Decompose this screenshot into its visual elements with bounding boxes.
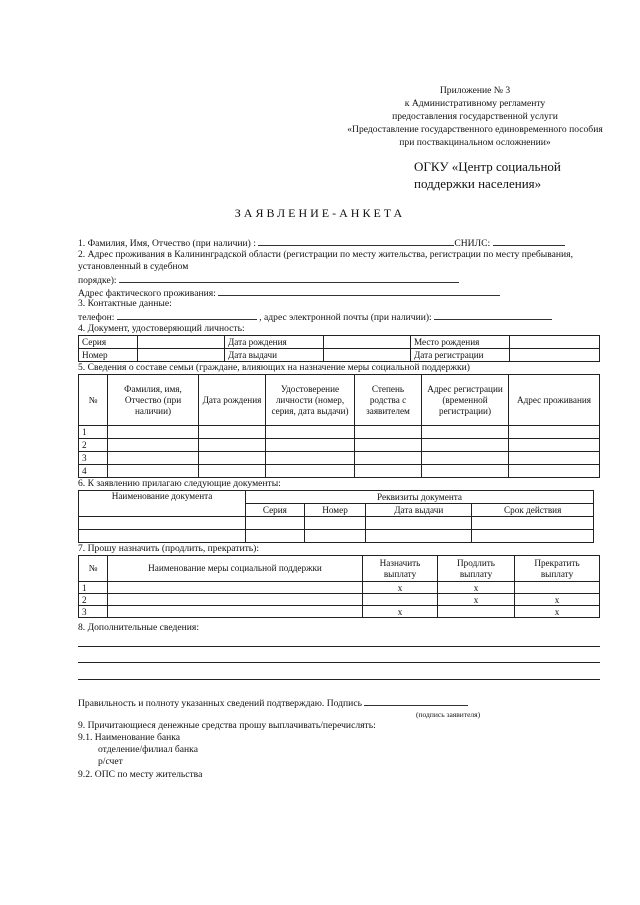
family-cell[interactable] <box>422 465 509 478</box>
measures-cell-name[interactable] <box>108 594 363 606</box>
cell-number-label: Номер <box>79 349 138 362</box>
family-cell[interactable] <box>509 426 600 439</box>
measures-header-extend: Продлить выплату <box>438 556 515 582</box>
appendix-header <box>330 84 620 149</box>
family-header-relation: Степень родства с заявителем <box>355 375 422 426</box>
appendix-line: предоставления государственной услуги <box>392 111 558 122</box>
measures-header-name: Наименование меры социальной поддержки <box>108 556 363 582</box>
docs-header-series: Серия <box>246 504 305 517</box>
address-input[interactable] <box>119 273 459 283</box>
cell-birthplace-label: Место рождения <box>411 336 510 349</box>
email-input[interactable] <box>434 310 552 320</box>
measures-header-assign: Назначить выплату <box>363 556 438 582</box>
payment-label: 9. Причитающиеся денежные средства прошу выплачивать/перечислять: <box>78 720 376 731</box>
docs-cell[interactable] <box>304 530 366 543</box>
family-cell[interactable] <box>199 439 266 452</box>
confirmation-label: Правильность и полноту указанных сведений подтверждаю. Подпись <box>78 698 362 709</box>
additional-info-line[interactable] <box>78 662 600 663</box>
fullname-input[interactable] <box>258 236 454 246</box>
field-contacts-row <box>78 310 552 324</box>
measures-label: 7. Прошу назначить (продлить, прекратить): <box>78 543 260 554</box>
actual-address-label: Адрес фактического проживания: <box>78 288 216 299</box>
snils-input[interactable] <box>493 236 565 246</box>
family-cell[interactable] <box>199 452 266 465</box>
measures-cell-extend[interactable] <box>438 606 515 618</box>
cell-issuedate-input[interactable] <box>324 349 411 362</box>
documents-label: 6. К заявлению прилагаю следующие документы: <box>78 478 281 489</box>
family-cell[interactable] <box>266 426 355 439</box>
measures-cell-name[interactable] <box>108 582 363 594</box>
measures-cell-assign[interactable] <box>363 594 438 606</box>
measures-cell-assign[interactable]: х <box>363 582 438 594</box>
family-cell[interactable] <box>266 465 355 478</box>
family-cell[interactable] <box>266 452 355 465</box>
bank-account-label: р/счет <box>98 756 123 767</box>
family-cell[interactable] <box>108 439 199 452</box>
docs-cell[interactable] <box>366 517 472 530</box>
additional-info-label: 8. Дополнительные сведения: <box>78 622 199 633</box>
appendix-line: «Предоставление государственного единовременного пособия <box>347 124 603 135</box>
field-address-order-row <box>78 273 459 287</box>
docs-cell[interactable] <box>472 517 594 530</box>
bank-name-label: 9.1. Наименование банка <box>78 732 181 743</box>
family-cell[interactable] <box>266 439 355 452</box>
measures-cell-stop[interactable]: х <box>515 606 600 618</box>
confirmation-row <box>78 696 468 710</box>
email-label: , адрес электронной почты (при наличии): <box>259 312 432 323</box>
additional-info-line[interactable] <box>78 679 600 680</box>
field-fullname-row <box>78 236 565 250</box>
family-cell[interactable] <box>108 465 199 478</box>
family-row-num: 4 <box>79 465 108 478</box>
measures-cell-stop[interactable] <box>515 582 600 594</box>
docs-header-validity: Срок действия <box>472 504 594 517</box>
measures-cell-stop[interactable]: х <box>515 594 600 606</box>
docs-header-name: Наименование документа <box>79 491 246 517</box>
docs-cell[interactable] <box>246 530 305 543</box>
docs-cell[interactable] <box>472 530 594 543</box>
family-row-num: 2 <box>79 439 108 452</box>
id-document-table <box>78 335 600 362</box>
cell-regdate-input[interactable] <box>510 349 600 362</box>
appendix-line: Приложение № 3 <box>439 85 511 96</box>
bank-branch-label: отделение/филиал банка <box>98 744 198 755</box>
family-cell[interactable] <box>422 426 509 439</box>
id-document-label: 4. Документ, удостоверяющий личность: <box>78 323 245 334</box>
documents-table <box>78 490 594 543</box>
cell-birthdate-label: Дата рождения <box>225 336 324 349</box>
phone-label: телефон: <box>78 312 115 323</box>
appendix-line: при поствакцинальном осложнении» <box>399 137 551 148</box>
family-header-address: Адрес проживания <box>509 375 600 426</box>
signature-caption: (подпись заявителя) <box>416 710 481 719</box>
family-header-num: № <box>79 375 108 426</box>
family-cell[interactable] <box>108 426 199 439</box>
family-cell[interactable] <box>422 452 509 465</box>
organization-addressee <box>414 158 561 192</box>
signature-input[interactable] <box>364 696 468 706</box>
cell-series-input[interactable] <box>138 336 225 349</box>
cell-issuedate-label: Дата выдачи <box>225 349 324 362</box>
family-header-regaddress: Адрес регистрации (временной регистрации) <box>422 375 509 426</box>
family-table <box>78 374 600 478</box>
measures-row-num: 2 <box>79 594 108 606</box>
org-line: ОГКУ «Центр социальной <box>414 159 561 174</box>
family-cell[interactable] <box>355 452 422 465</box>
family-cell[interactable] <box>509 439 600 452</box>
family-cell[interactable] <box>422 439 509 452</box>
post-office-label: 9.2. ОПС по месту жительства <box>78 769 203 780</box>
family-cell[interactable] <box>509 465 600 478</box>
docs-cell[interactable] <box>246 517 305 530</box>
family-header-birth: Дата рождения <box>199 375 266 426</box>
measures-header-num: № <box>79 556 108 582</box>
family-row-num: 3 <box>79 452 108 465</box>
form-title: ЗАЯВЛЕНИЕ-АНКЕТА <box>234 206 406 220</box>
additional-info-line[interactable] <box>78 646 600 647</box>
docs-cell[interactable] <box>79 517 246 530</box>
measures-cell-assign[interactable]: х <box>363 606 438 618</box>
measures-row-num: 1 <box>79 582 108 594</box>
cell-number-input[interactable] <box>138 349 225 362</box>
phone-input[interactable] <box>117 310 257 320</box>
org-line: поддержки населения» <box>414 176 542 191</box>
family-cell[interactable] <box>355 439 422 452</box>
docs-header-number: Номер <box>304 504 366 517</box>
cell-series-label: Серия <box>79 336 138 349</box>
cell-birthdate-input[interactable] <box>324 336 411 349</box>
family-cell[interactable] <box>108 452 199 465</box>
field-address-label: 2. Адрес проживания в Калининградской области (регистрации по месту жительства, регистрации по месту пребывания, установленный в судебном <box>78 249 573 272</box>
contacts-label: 3. Контактные данные: <box>78 298 172 309</box>
cell-birthplace-input[interactable] <box>510 336 600 349</box>
measures-table <box>78 555 600 618</box>
family-cell[interactable] <box>199 426 266 439</box>
measures-row-num: 3 <box>79 606 108 618</box>
fullname-label: 1. Фамилия, Имя, Отчество (при наличии) : <box>78 238 256 249</box>
family-cell[interactable] <box>199 465 266 478</box>
docs-cell[interactable] <box>79 530 246 543</box>
measures-cell-extend[interactable]: х <box>438 582 515 594</box>
snils-label: СНИЛС: <box>454 238 491 249</box>
family-cell[interactable] <box>509 452 600 465</box>
family-label: 5. Сведения о составе семьи (граждане, влияющих на назначение меры социальной поддержки) <box>78 362 470 373</box>
family-cell[interactable] <box>355 426 422 439</box>
docs-header-issuedate: Дата выдачи <box>366 504 472 517</box>
docs-cell[interactable] <box>304 517 366 530</box>
cell-regdate-label: Дата регистрации <box>411 349 510 362</box>
measures-cell-extend[interactable]: х <box>438 594 515 606</box>
family-header-id: Удостоверение личности (номер, серия, дата выдачи) <box>266 375 355 426</box>
family-row-num: 1 <box>79 426 108 439</box>
docs-cell[interactable] <box>366 530 472 543</box>
family-cell[interactable] <box>355 465 422 478</box>
address-order-label: порядке): <box>78 275 117 286</box>
family-header-name: Фамилия, имя, Отчество (при наличии) <box>108 375 199 426</box>
appendix-line: к Административному регламенту <box>404 98 546 109</box>
actual-address-input[interactable] <box>218 286 500 296</box>
measures-header-stop: Прекратить выплату <box>515 556 600 582</box>
docs-header-requisites: Реквизиты документа <box>246 491 594 504</box>
measures-cell-name[interactable] <box>108 606 363 618</box>
